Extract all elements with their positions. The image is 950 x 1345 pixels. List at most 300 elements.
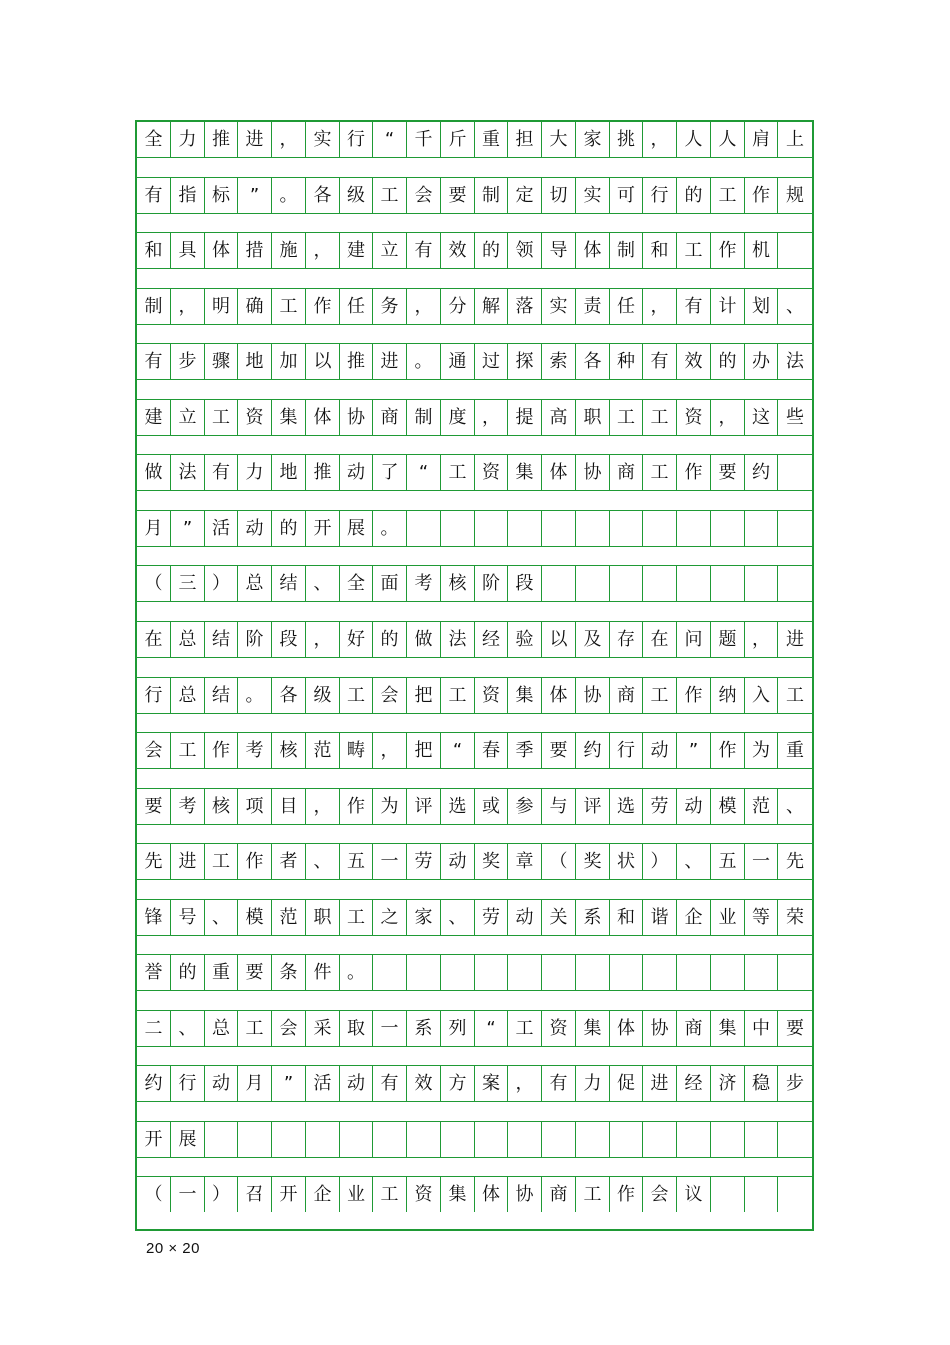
- grid-cell: 选: [441, 789, 475, 824]
- grid-cell: ”: [171, 511, 205, 546]
- grid-cell: 号: [171, 900, 205, 935]
- grid-cell: 建: [137, 400, 171, 435]
- grid-cell: 标: [205, 178, 238, 213]
- grid-cell: 集: [508, 678, 542, 713]
- grid-cell: 谐: [643, 900, 677, 935]
- grid-cell: 施: [272, 233, 306, 268]
- grid-cell: 效: [677, 344, 711, 379]
- grid-cell: 开: [306, 511, 340, 546]
- grid-cell: [475, 511, 508, 546]
- grid-cell: 动: [508, 900, 542, 935]
- grid-cell: 任: [610, 289, 643, 324]
- grid-cell: 机: [745, 233, 778, 268]
- grid-cell: [778, 566, 812, 601]
- grid-cell: 工: [643, 400, 677, 435]
- row-gap: [137, 379, 812, 400]
- grid-cell: 存: [610, 622, 643, 657]
- grid-cell: 度: [441, 400, 475, 435]
- grid-cell: 制: [137, 289, 171, 324]
- grid-cell: 资: [542, 1011, 576, 1046]
- grid-cell: 级: [306, 678, 340, 713]
- grid-row: [137, 289, 812, 324]
- grid-cell: 制: [610, 233, 643, 268]
- grid-cell: 商: [373, 400, 407, 435]
- grid-cell: 工: [786, 685, 804, 706]
- grid-cell: 有: [542, 1066, 576, 1101]
- grid-cell: ，: [643, 122, 677, 157]
- grid-cell: 阶: [238, 622, 272, 657]
- grid-cell: 工: [508, 1011, 542, 1046]
- grid-cell: 具: [171, 233, 205, 268]
- grid-cell: 索: [542, 344, 576, 379]
- grid-cell: 探: [508, 344, 542, 379]
- grid-cell: 考: [171, 789, 205, 824]
- grid-cell: [441, 955, 475, 990]
- grid-cell: [745, 511, 778, 546]
- grid-cell: 领: [508, 233, 542, 268]
- row-gap: [137, 824, 812, 844]
- grid-cell: 段: [508, 566, 542, 601]
- grid-cell: 作: [238, 844, 272, 879]
- grid-row: [137, 400, 812, 435]
- grid-cell: [677, 566, 711, 601]
- grid-cell: 、: [171, 1011, 205, 1046]
- grid-cell: 做: [137, 455, 171, 490]
- grid-cell: 有: [373, 1066, 407, 1101]
- grid-cell: 作: [677, 678, 711, 713]
- grid-cell: 以: [306, 344, 340, 379]
- grid-cell: [508, 511, 542, 546]
- grid-cell: 作: [306, 289, 340, 324]
- grid-cell: 结: [272, 566, 306, 601]
- grid-cell: [711, 1177, 745, 1212]
- grid-cell: 中: [745, 1011, 778, 1046]
- grid-cell: [373, 1122, 407, 1157]
- grid-cell: 工: [171, 733, 205, 768]
- grid-cell: 面: [373, 566, 407, 601]
- grid-cell: 制: [475, 178, 508, 213]
- grid-cell: 力: [238, 455, 272, 490]
- grid-cell: 五: [711, 844, 745, 879]
- grid-cell: 在: [137, 622, 171, 657]
- grid-cell: 进: [171, 844, 205, 879]
- grid-cell: 进: [373, 344, 407, 379]
- grid-cell: 法: [171, 455, 205, 490]
- grid-cell: 总: [205, 1011, 238, 1046]
- grid-row: [137, 566, 812, 601]
- grid-cell: 誉: [137, 955, 171, 990]
- grid-cell: 好: [340, 622, 373, 657]
- grid-cell: 畴: [340, 733, 373, 768]
- grid-cell: 先: [786, 851, 804, 872]
- grid-cell: 和: [643, 233, 677, 268]
- grid-cell: 一: [373, 1011, 407, 1046]
- grid-cell: [407, 511, 441, 546]
- grid-cell: 协: [576, 678, 610, 713]
- grid-cell: 些: [786, 407, 804, 428]
- row-gap: [137, 657, 812, 678]
- grid-cell: [778, 955, 812, 990]
- grid-cell: 奖: [475, 844, 508, 879]
- grid-cell: 模: [711, 789, 745, 824]
- grid-cell: 会: [373, 678, 407, 713]
- grid-cell: 作: [711, 233, 745, 268]
- grid-cell: [643, 566, 677, 601]
- grid-cell: 企: [677, 900, 711, 935]
- grid-cell: 进: [238, 122, 272, 157]
- grid-cell: [778, 1177, 812, 1212]
- grid-cell: 协: [643, 1011, 677, 1046]
- grid-cell: 核: [272, 733, 306, 768]
- grid-cell: 评: [576, 789, 610, 824]
- grid-cell: 做: [407, 622, 441, 657]
- grid-cell: 行: [137, 678, 171, 713]
- grid-cell: 奖: [576, 844, 610, 879]
- grid-cell: 系: [407, 1011, 441, 1046]
- grid-cell: 、: [306, 844, 340, 879]
- grid-row: [137, 455, 812, 490]
- grid-cell: ）: [205, 566, 238, 601]
- grid-cell: 各: [576, 344, 610, 379]
- grid-cell: 总: [171, 678, 205, 713]
- grid-cell: 。: [272, 178, 306, 213]
- grid-cell: 进: [786, 629, 804, 650]
- grid-cell: [576, 955, 610, 990]
- grid-cell: （: [137, 566, 171, 601]
- grid-cell: 范: [272, 900, 306, 935]
- grid-cell: 动: [441, 844, 475, 879]
- grid-cell: [610, 1122, 643, 1157]
- grid-cell: 核: [441, 566, 475, 601]
- grid-cell: 行: [643, 178, 677, 213]
- grid-cell: 取: [340, 1011, 373, 1046]
- grid-cell: 会: [272, 1011, 306, 1046]
- grid-cell: 商: [677, 1011, 711, 1046]
- grid-cell: 力: [171, 122, 205, 157]
- grid-cell: 约: [137, 1066, 171, 1101]
- row-gap: [137, 768, 812, 789]
- grid-cell: 。: [238, 678, 272, 713]
- grid-cell: 月: [137, 511, 171, 546]
- grid-cell: 评: [407, 789, 441, 824]
- grid-cell: 的: [677, 178, 711, 213]
- grid-cell: 责: [576, 289, 610, 324]
- grid-cell: [407, 955, 441, 990]
- grid-cell: [745, 566, 778, 601]
- grid-cell: 推: [306, 455, 340, 490]
- grid-cell: 阶: [475, 566, 508, 601]
- grid-cell: 重: [475, 122, 508, 157]
- grid-cell: 可: [610, 178, 643, 213]
- grid-cell: 各: [306, 178, 340, 213]
- grid-cell: 这: [745, 400, 778, 435]
- grid-cell: [610, 566, 643, 601]
- grid-cell: 有: [137, 178, 171, 213]
- grid-cell: 体: [475, 1177, 508, 1212]
- grid-cell: 和: [137, 233, 171, 268]
- grid-cell: 二: [137, 1011, 171, 1046]
- grid-cell: 召: [238, 1177, 272, 1212]
- row-gap: [137, 1157, 812, 1177]
- grid-cell: 人: [711, 122, 745, 157]
- grid-cell: 及: [576, 622, 610, 657]
- grid-cell: ，: [508, 1066, 542, 1101]
- grid-cell: 体: [542, 678, 576, 713]
- grid-cell: 上: [786, 129, 804, 150]
- grid-cell: 挑: [610, 122, 643, 157]
- grid-cell: 资: [407, 1177, 441, 1212]
- grid-cell: 工: [272, 289, 306, 324]
- grid-cell: 协: [508, 1177, 542, 1212]
- grid-cell: 状: [610, 844, 643, 879]
- grid-cell: 要: [238, 955, 272, 990]
- grid-cell: 集: [508, 455, 542, 490]
- grid-cell: 验: [508, 622, 542, 657]
- grid-cell: 、: [786, 796, 804, 817]
- grid-cell: 春: [475, 733, 508, 768]
- grid-cell: 明: [205, 289, 238, 324]
- grid-cell: 高: [542, 400, 576, 435]
- grid-cell: ，: [306, 233, 340, 268]
- grid-cell: 目: [272, 789, 306, 824]
- grid-cell: 把: [407, 733, 441, 768]
- grid-row: [137, 178, 812, 213]
- grid-cell: 之: [373, 900, 407, 935]
- grid-cell: “: [475, 1011, 508, 1046]
- grid-cell: 的: [475, 233, 508, 268]
- grid-cell: 经: [677, 1066, 711, 1101]
- grid-cell: [373, 955, 407, 990]
- row-gap: [137, 490, 812, 511]
- grid-row: [137, 511, 812, 546]
- grid-cell: 家: [576, 122, 610, 157]
- grid-cell: 行: [340, 122, 373, 157]
- grid-cell: [407, 1122, 441, 1157]
- grid-cell: 有: [677, 289, 711, 324]
- grid-cell: 要: [542, 733, 576, 768]
- grid-cell: 先: [137, 844, 171, 879]
- grid-row: [137, 733, 812, 768]
- grid-cell: 工: [643, 455, 677, 490]
- grid-cell: 问: [677, 622, 711, 657]
- grid-row: [137, 789, 812, 824]
- grid-cell: 的: [711, 344, 745, 379]
- grid-cell: 选: [610, 789, 643, 824]
- grid-cell: 的: [272, 511, 306, 546]
- grid-cell: [677, 955, 711, 990]
- grid-cell: 各: [272, 678, 306, 713]
- grid-cell: 为: [373, 789, 407, 824]
- grid-cell: 体: [306, 400, 340, 435]
- grid-cell: 法: [786, 351, 804, 372]
- grid-cell: 实: [306, 122, 340, 157]
- grid-cell: 入: [745, 678, 778, 713]
- grid-cell: 项: [238, 789, 272, 824]
- grid-row: [137, 1177, 812, 1212]
- grid-cell: 职: [576, 400, 610, 435]
- grid-cell: （: [542, 844, 576, 879]
- grid-cell: ，: [272, 122, 306, 157]
- grid-cell: “: [441, 733, 475, 768]
- grid-cell: [745, 1122, 778, 1157]
- grid-cell: 要: [137, 789, 171, 824]
- grid-cell: 参: [508, 789, 542, 824]
- grid-cell: 。: [407, 344, 441, 379]
- grid-cell: 会: [407, 178, 441, 213]
- grid-cell: 活: [205, 511, 238, 546]
- grid-cell: 分: [441, 289, 475, 324]
- grid-cell: 工: [610, 400, 643, 435]
- grid-cell: [475, 1122, 508, 1157]
- grid-cell: [778, 455, 812, 490]
- grid-cell: [643, 511, 677, 546]
- grid-cell: 稳: [745, 1066, 778, 1101]
- grid-cell: 五: [340, 844, 373, 879]
- grid-cell: ）: [643, 844, 677, 879]
- grid-cell: 工: [441, 678, 475, 713]
- grid-cell: 力: [576, 1066, 610, 1101]
- grid-cell: 制: [407, 400, 441, 435]
- grid-cell: 把: [407, 678, 441, 713]
- grid-cell: 列: [441, 1011, 475, 1046]
- grid-cell: [238, 1122, 272, 1157]
- row-gap: [137, 601, 812, 622]
- grid-cell: 过: [475, 344, 508, 379]
- grid-cell: 的: [171, 955, 205, 990]
- grid-cell: 者: [272, 844, 306, 879]
- grid-cell: 重: [786, 740, 804, 761]
- grid-cell: 作: [677, 455, 711, 490]
- grid-cell: [508, 955, 542, 990]
- grid-cell: 资: [475, 678, 508, 713]
- grid-cell: [205, 1122, 238, 1157]
- grid-cell: 效: [441, 233, 475, 268]
- grid-cell: [542, 1122, 576, 1157]
- grid-cell: [677, 1122, 711, 1157]
- grid-row: [137, 1011, 812, 1046]
- grid-cell: [542, 566, 576, 601]
- row-gap: [137, 1101, 812, 1122]
- grid-cell: 考: [238, 733, 272, 768]
- grid-cell: 协: [340, 400, 373, 435]
- grid-row: [137, 233, 812, 268]
- grid-row: [137, 900, 812, 935]
- grid-cell: ，: [643, 289, 677, 324]
- grid-row: [137, 678, 812, 713]
- grid-cell: 步: [171, 344, 205, 379]
- grid-cell: 级: [340, 178, 373, 213]
- grid-cell: 通: [441, 344, 475, 379]
- grid-cell: 工: [205, 400, 238, 435]
- grid-cell: [778, 511, 812, 546]
- grid-cell: [441, 511, 475, 546]
- grid-cell: 办: [745, 344, 778, 379]
- grid-cell: [576, 511, 610, 546]
- grid-row: [137, 1122, 812, 1157]
- grid-cell: 地: [238, 344, 272, 379]
- grid-cell: [778, 1122, 812, 1157]
- grid-cell: 模: [238, 900, 272, 935]
- grid-cell: 的: [373, 622, 407, 657]
- grid-cell: [542, 511, 576, 546]
- grid-cell: 季: [508, 733, 542, 768]
- grid-cell: [272, 1122, 306, 1157]
- grid-cell: 段: [272, 622, 306, 657]
- grid-cell: 总: [171, 622, 205, 657]
- grid-cell: 体: [610, 1011, 643, 1046]
- grid-cell: 劳: [475, 900, 508, 935]
- grid-row: [137, 955, 812, 990]
- grid-cell: ，: [475, 400, 508, 435]
- grid-cell: 核: [205, 789, 238, 824]
- grid-cell: 效: [407, 1066, 441, 1101]
- grid-cell: 任: [340, 289, 373, 324]
- grid-cell: 集: [272, 400, 306, 435]
- grid-cell: 体: [205, 233, 238, 268]
- grid-cell: [711, 566, 745, 601]
- grid-row: [137, 344, 812, 379]
- grid-cell: 锋: [137, 900, 171, 935]
- grid-cell: 在: [643, 622, 677, 657]
- grid-cell: 体: [542, 455, 576, 490]
- grid-cell: 资: [475, 455, 508, 490]
- grid-cell: 担: [508, 122, 542, 157]
- grid-cell: 资: [677, 400, 711, 435]
- row-gap: [137, 1046, 812, 1066]
- grid-cell: 有: [137, 344, 171, 379]
- grid-cell: 行: [171, 1066, 205, 1101]
- grid-cell: 纳: [711, 678, 745, 713]
- grid-cell: 推: [205, 122, 238, 157]
- grid-cell: 会: [137, 733, 171, 768]
- grid-cell: [643, 955, 677, 990]
- grid-cell: [778, 233, 812, 268]
- grid-cell: 作: [711, 733, 745, 768]
- grid-cell: 行: [610, 733, 643, 768]
- grid-cell: “: [373, 122, 407, 157]
- grid-cell: 动: [205, 1066, 238, 1101]
- grid-cell: 企: [306, 1177, 340, 1212]
- row-gap: [137, 213, 812, 233]
- grid-cell: 千: [407, 122, 441, 157]
- row-gap: [137, 435, 812, 455]
- grid-cell: 解: [475, 289, 508, 324]
- grid-cell: 重: [205, 955, 238, 990]
- grid-cell: 结: [205, 678, 238, 713]
- row-gap: [137, 157, 812, 178]
- grid-cell: 推: [340, 344, 373, 379]
- grid-cell: 资: [238, 400, 272, 435]
- grid-cell: ”: [272, 1066, 306, 1101]
- grid-cell: 范: [745, 789, 778, 824]
- grid-cell: 协: [576, 455, 610, 490]
- grid-cell: 动: [340, 1066, 373, 1101]
- grid-cell: 条: [272, 955, 306, 990]
- grid-cell: 约: [745, 455, 778, 490]
- grid-cell: （: [137, 1177, 171, 1212]
- grid-cell: 工: [205, 844, 238, 879]
- grid-cell: [643, 1122, 677, 1157]
- grid-cell: 济: [711, 1066, 745, 1101]
- grid-cell: 全: [340, 566, 373, 601]
- grid-cell: 范: [306, 733, 340, 768]
- row-gap: [137, 935, 812, 955]
- grid-cell: 集: [441, 1177, 475, 1212]
- grid-cell: 采: [306, 1011, 340, 1046]
- grid-cell: 为: [745, 733, 778, 768]
- grid-cell: 有: [205, 455, 238, 490]
- grid-cell: 、: [786, 296, 804, 317]
